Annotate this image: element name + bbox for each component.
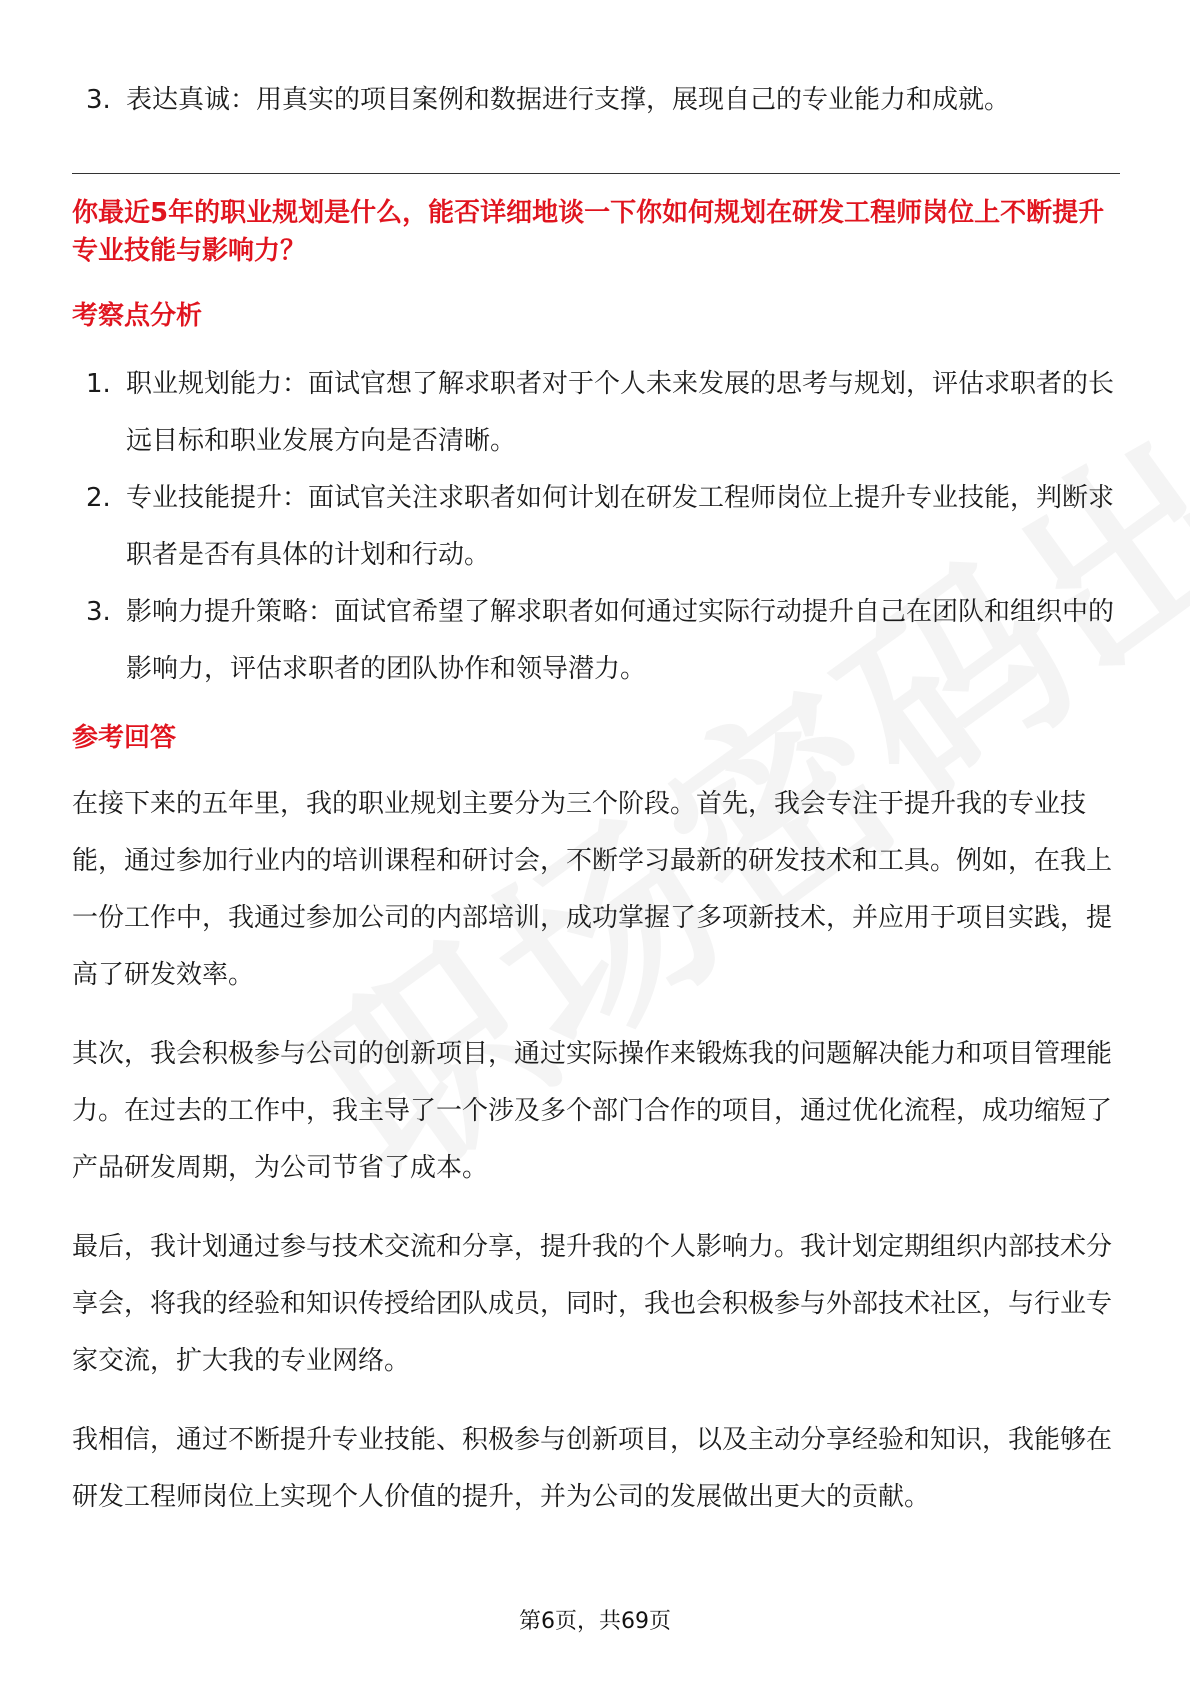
page-number-footer: 第6页，共69页 <box>519 1609 671 1634</box>
page-content <box>72 72 1120 1548</box>
list-item-text: 职业规划能力：面试官想了解求职者对于个人未来发展的思考与规划，评估求职者的长远目标和职业发展方向是否清晰。 <box>126 369 1115 456</box>
list-item-number: 3. <box>86 597 111 627</box>
list-item-text: 专业技能提升：面试官关注求职者如何计划在研发工程师岗位上提升专业技能，判断求职者是否有具体的计划和行动。 <box>126 483 1115 570</box>
list-item-text: 表达真诚：用真实的项目案例和数据进行支撑，展现自己的专业能力和成就。 <box>126 85 1011 115</box>
question-heading: 你最近5年的职业规划是什么，能否详细地谈一下你如何规划在研发工程师岗位上不断提升专业技能与影响力？ <box>72 198 1105 266</box>
answer-paragraph: 我相信，通过不断提升专业技能、积极参与创新项目，以及主动分享经验和知识，我能够在研发工程师岗位上实现个人价值的提升，并为公司的发展做出更大的贡献。 <box>72 1425 1113 1512</box>
list-item <box>72 72 1120 129</box>
list-item-number: 1. <box>86 369 111 399</box>
answer-paragraph: 其次，我会积极参与公司的创新项目，通过实际操作来锻炼我的问题解决能力和项目管理能力。在过去的工作中，我主导了一个涉及多个部门合作的项目，通过优化流程，成功缩短了产品研发周期，为公司节省了成本。 <box>72 1039 1113 1183</box>
list-item-text: 影响力提升策略：面试官希望了解求职者如何通过实际行动提升自己在团队和组织中的影响力，评估求职者的团队协作和领导潜力。 <box>126 597 1115 684</box>
analysis-list <box>72 356 1120 698</box>
answer-paragraph: 在接下来的五年里，我的职业规划主要分为三个阶段。首先，我会专注于提升我的专业技能，通过参加行业内的培训课程和研讨会，不断学习最新的研发技术和工具。例如，在我上一份工作中，我通过参加公司的内部培训，成功掌握了多项新技术，并应用于项目实践，提高了研发效率。 <box>72 789 1113 990</box>
analysis-title: 考察点分析 <box>72 301 203 331</box>
previous-list <box>72 72 1120 129</box>
list-item <box>72 470 1120 584</box>
list-item-number: 3. <box>86 85 111 115</box>
answer-title: 参考回答 <box>72 723 177 753</box>
list-item <box>72 584 1120 698</box>
section-divider <box>72 173 1120 174</box>
list-item-number: 2. <box>86 483 111 513</box>
answer-paragraph: 最后，我计划通过参与技术交流和分享，提升我的个人影响力。我计划定期组织内部技术分享会，将我的经验和知识传授给团队成员，同时，我也会积极参与外部技术社区，与行业专家交流，扩大我的专业网络。 <box>72 1232 1113 1376</box>
list-item <box>72 356 1120 470</box>
